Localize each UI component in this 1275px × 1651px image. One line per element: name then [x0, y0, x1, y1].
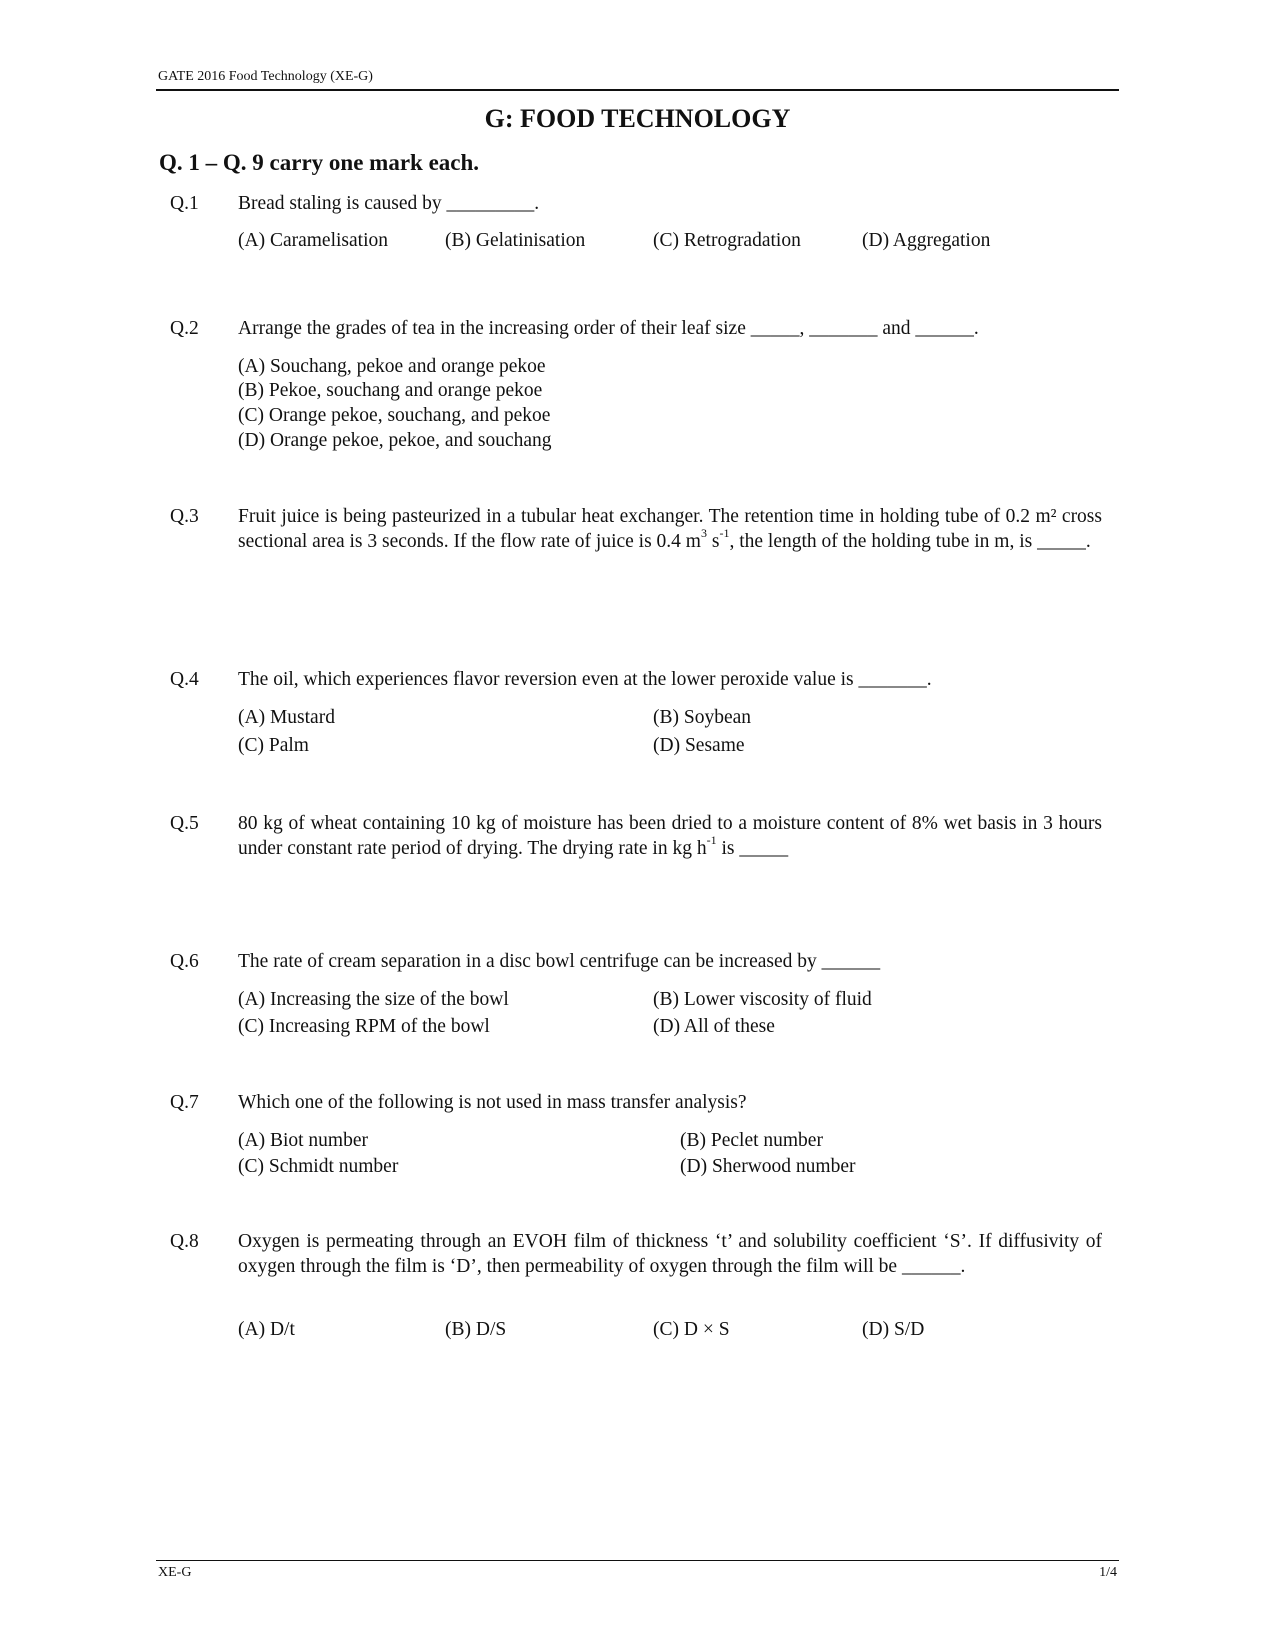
option-a: (A) Increasing the size of the bowl: [238, 989, 509, 1010]
option-d: (D) S/D: [862, 1319, 925, 1340]
question-number: Q.5: [170, 813, 199, 834]
option-c: (C) Schmidt number: [238, 1156, 399, 1177]
superscript: -1: [719, 526, 730, 540]
question-text: Bread staling is caused by _________.: [238, 193, 540, 214]
question-text: Oxygen is permeating through an EVOH film of thickness ‘t’ and solubility coefficient ‘S’. If diffusivity of oxygen through the film is ‘D’, then permeability of oxygen through the film will be ______.: [238, 1231, 1102, 1277]
question-number: Q.1: [170, 193, 199, 214]
paper-code: XE-G: [158, 1565, 192, 1580]
option-d: (D) Sesame: [653, 735, 745, 756]
question-number: Q.4: [170, 669, 199, 690]
question-text: [238, 505, 1102, 554]
running-header: GATE 2016 Food Technology (XE-G): [158, 69, 373, 84]
option-c: (C) Retrogradation: [653, 230, 801, 251]
question-number: Q.2: [170, 318, 199, 339]
option-b: (B) Soybean: [653, 707, 752, 728]
section-heading: Q. 1 – Q. 9 carry one mark each.: [159, 150, 480, 175]
option-c: (C) Orange pekoe, souchang, and pekoe: [238, 405, 551, 426]
page-number: 1/4: [1099, 1565, 1117, 1580]
option-b: (B) Gelatinisation: [445, 230, 586, 251]
option-a: (A) Mustard: [238, 707, 335, 728]
footer-divider: [156, 1560, 1119, 1561]
option-d: (D) Orange pekoe, pekoe, and souchang: [238, 430, 552, 451]
superscript: 3: [700, 526, 707, 540]
option-c: (C) D × S: [653, 1319, 730, 1340]
question-text: [238, 812, 1102, 861]
question-text: Arrange the grades of tea in the increasing order of their leaf size _____, _______ and ______.: [238, 318, 979, 339]
option-a: (A) Souchang, pekoe and orange pekoe: [238, 356, 546, 377]
option-c: (C) Increasing RPM of the bowl: [238, 1016, 490, 1037]
question-text-part: s: [706, 530, 720, 552]
page-title: G: FOOD TECHNOLOGY: [484, 104, 791, 133]
option-a: (A) Biot number: [238, 1130, 368, 1151]
option-c: (C) Palm: [238, 735, 309, 756]
option-a: (A) Caramelisation: [238, 230, 388, 251]
option-d: (D) Sherwood number: [680, 1156, 856, 1177]
question-number: Q.6: [170, 951, 199, 972]
question-number: Q.7: [170, 1092, 199, 1113]
option-d: (D) All of these: [653, 1016, 775, 1037]
option-a: (A) D/t: [238, 1319, 295, 1340]
option-d: (D) Aggregation: [862, 230, 991, 251]
header-divider: [156, 89, 1119, 91]
option-b: (B) Pekoe, souchang and orange pekoe: [238, 380, 543, 401]
question-text-part: Fruit juice is being pasteurized in a tubular heat exchanger. The retention time in holding tube of 0.2 m² cross sectional area is 3 seconds. If the flow rate of juice is 0.4 m: [238, 506, 1102, 552]
question-text-part: is _____: [716, 837, 789, 859]
superscript: -1: [706, 833, 717, 847]
question-text-part: 80 kg of wheat containing 10 kg of moisture has been dried to a moisture content of 8% wet basis in 3 hours under constant rate period of drying. The drying rate in kg h: [238, 813, 1102, 859]
question-number: Q.8: [170, 1231, 199, 1252]
question-text: The oil, which experiences flavor reversion even at the lower peroxide value is _______.: [238, 669, 932, 690]
question-text: The rate of cream separation in a disc bowl centrifuge can be increased by ______: [238, 951, 881, 972]
question-number: Q.3: [170, 506, 199, 527]
question-text-part: , the length of the holding tube in m, is _____.: [729, 530, 1091, 552]
question-text: Which one of the following is not used in mass transfer analysis?: [238, 1092, 747, 1113]
option-b: (B) D/S: [445, 1319, 507, 1340]
option-b: (B) Peclet number: [680, 1130, 823, 1151]
option-b: (B) Lower viscosity of fluid: [653, 989, 872, 1010]
